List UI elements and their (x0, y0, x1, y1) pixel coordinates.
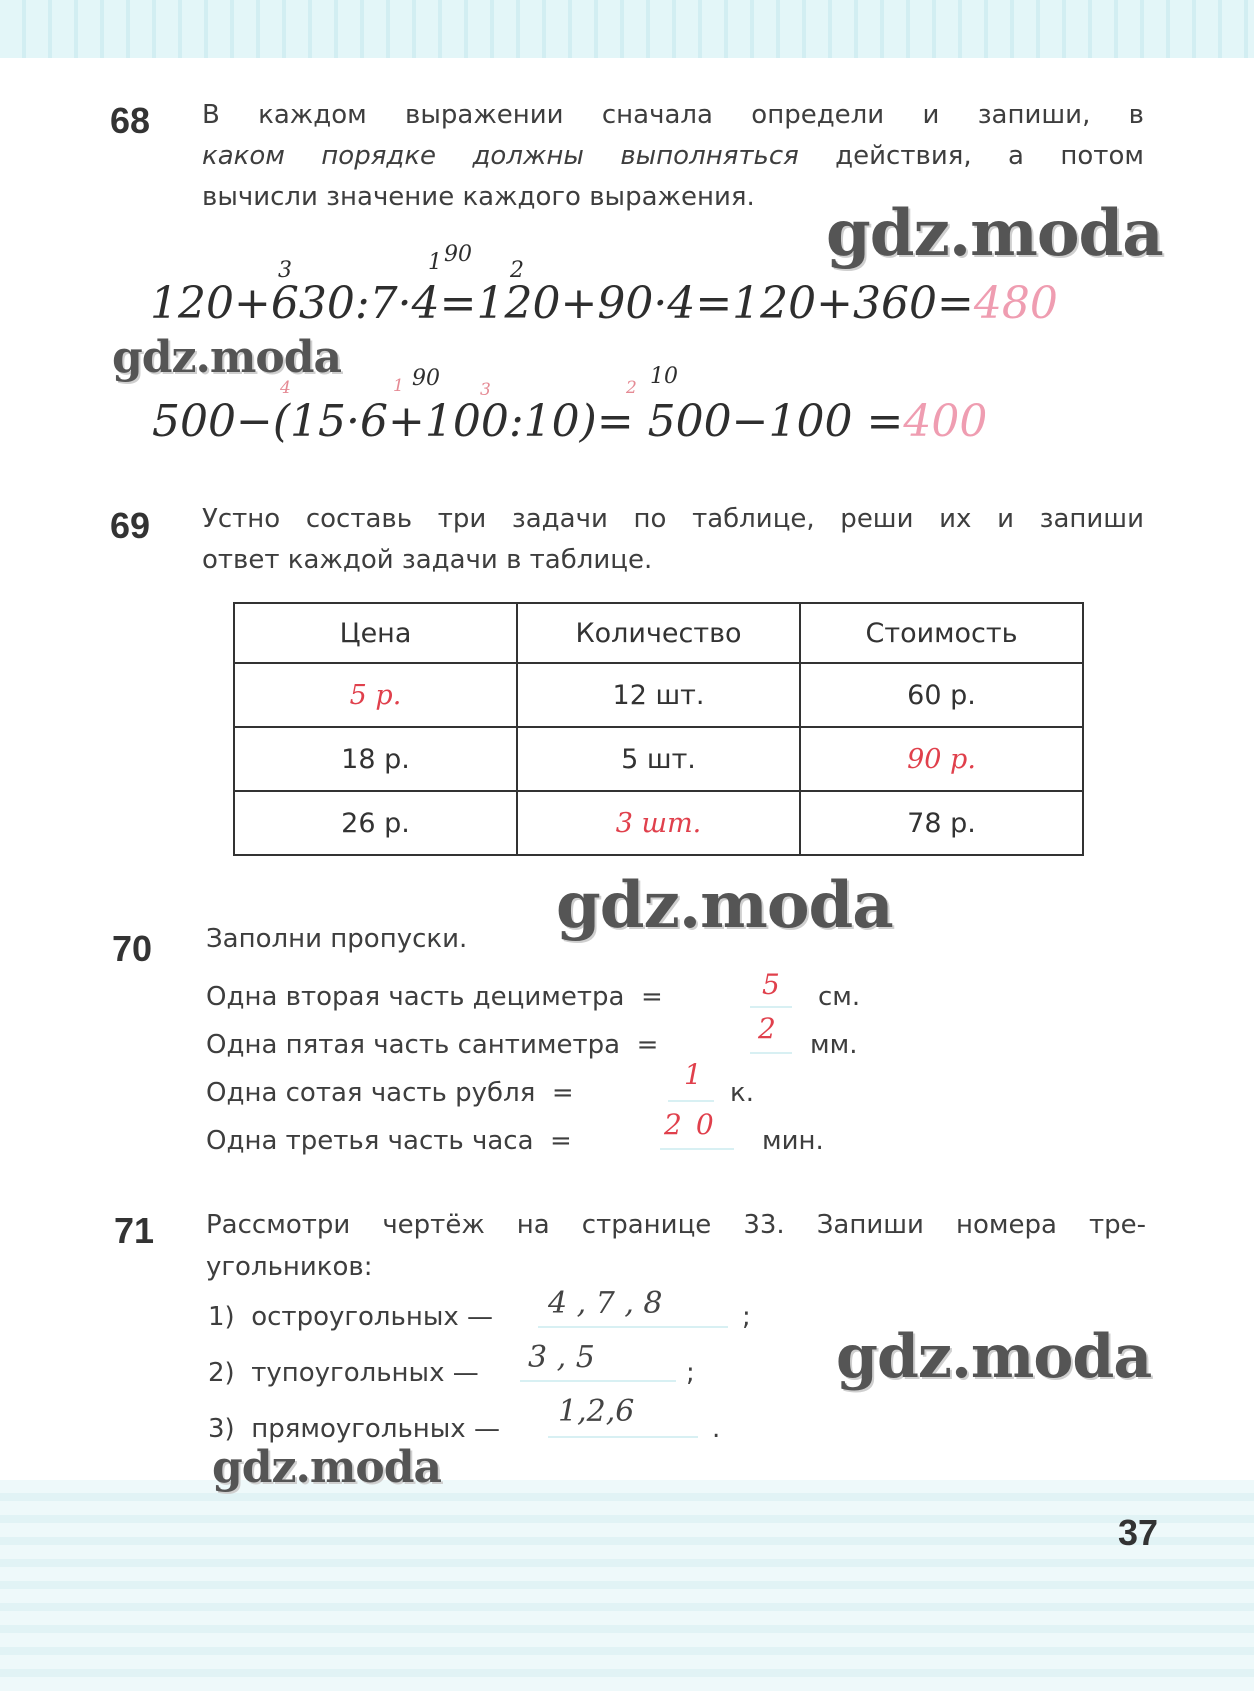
fill-answer: 20 (664, 1108, 728, 1141)
exercise-71-text-line-2: угольников: (206, 1252, 373, 1282)
exercise-68-text-line-3: вычисли значение каждого выражения. (202, 182, 755, 212)
order-mark: 2 (626, 378, 637, 398)
table-cell-handwritten-answer: 5 р. (234, 663, 517, 727)
punctuation: ; (742, 1302, 751, 1332)
top-decorative-band (0, 0, 1254, 58)
expression-1-work: 120+630:7·4=120+90·4=120+360= (150, 278, 974, 329)
watermark: gdz.moda (826, 196, 1163, 271)
table-cell: 26 р. (234, 791, 517, 855)
intermediate-note: 90 (444, 242, 472, 267)
expression-2-answer: 400 (903, 396, 988, 447)
exercise-68-text-line-1: В каждом выражении сначала определи и запиши, в (202, 100, 1144, 130)
order-mark: 3 (278, 258, 292, 283)
order-mark: 1 (393, 376, 404, 396)
italic-phrase: каком порядке должны выполняться (202, 141, 799, 171)
fill-unit: мм. (810, 1030, 858, 1060)
table-row (234, 791, 1083, 855)
triangle-numbers-obtuse: 3 , 5 (528, 1340, 595, 1375)
exercise-70-number: 70 (112, 928, 153, 969)
table-cell: 5 шт. (517, 727, 800, 791)
triangle-numbers-acute: 4 , 7 , 8 (548, 1286, 663, 1321)
intermediate-note: 10 (650, 364, 678, 389)
page-number: 37 (1118, 1512, 1159, 1553)
table-cell: 18 р. (234, 727, 517, 791)
fill-text: Одна вторая часть дециметра = (206, 982, 663, 1012)
exercise-70-title: Заполни пропуски. (206, 924, 468, 954)
fill-unit: см. (818, 982, 861, 1012)
intermediate-note: 90 (412, 366, 440, 391)
fill-unit: к. (730, 1078, 754, 1108)
triangle-type-label: 3) прямоугольных — (208, 1414, 500, 1444)
handwritten-expression-2 (152, 396, 987, 447)
expression-2-work: 500−(15·6+100:10)= 500−100 = (152, 396, 904, 447)
punctuation: ; (686, 1358, 695, 1388)
exercise-68-number: 68 (110, 100, 151, 141)
exercise-71-number: 71 (114, 1210, 155, 1251)
exercise-68-text-line-2 (202, 136, 1144, 177)
table-row (234, 727, 1083, 791)
fill-text: Одна пятая часть сантиметра = (206, 1030, 659, 1060)
table-cell-handwritten-answer: 3 шт. (517, 791, 800, 855)
order-mark: 4 (280, 378, 291, 398)
exercise-71-text-line-1: Рассмотри чертёж на странице 33. Запиши номера тре- (206, 1210, 1146, 1240)
order-mark: 3 (480, 380, 491, 400)
watermark: gdz.moda (836, 1322, 1152, 1392)
header-quantity: Количество (517, 603, 800, 663)
table-cell-handwritten-answer: 90 р. (800, 727, 1083, 791)
expression-1-answer: 480 (973, 278, 1058, 329)
exercise-69-text-line-1: Устно составь три задачи по таблице, реши их и запиши (202, 504, 1144, 534)
fill-unit: мин. (762, 1126, 824, 1156)
watermark: gdz.moda (556, 868, 893, 943)
table-cell: 12 шт. (517, 663, 800, 727)
order-mark: 2 (510, 258, 524, 283)
punctuation: . (712, 1414, 721, 1444)
bottom-decorative-band (0, 1480, 1254, 1691)
fill-answer: 2 (758, 1012, 776, 1045)
table-cell: 60 р. (800, 663, 1083, 727)
exercise-69-text-line-2: ответ каждой задачи в таблице. (202, 545, 653, 575)
fill-answer: 1 (684, 1058, 702, 1091)
fill-text: Одна третья часть часа = (206, 1126, 572, 1156)
text-continuation: действия, а потом (798, 141, 1144, 171)
triangle-type-label: 1) остроугольных — (208, 1302, 494, 1332)
table-row (234, 663, 1083, 727)
watermark: gdz.moda (112, 332, 342, 383)
fill-answer: 5 (762, 968, 780, 1001)
fill-text: Одна сотая часть рубля = (206, 1078, 574, 1108)
order-mark: 1 (428, 250, 442, 275)
header-price: Цена (234, 603, 517, 663)
watermark: gdz.moda (212, 1442, 442, 1493)
triangle-numbers-right: 1,2,6 (558, 1394, 635, 1429)
handwritten-expression-1 (150, 278, 1058, 329)
triangle-type-label: 2) тупоугольных — (208, 1358, 479, 1388)
header-cost: Стоимость (800, 603, 1083, 663)
price-quantity-cost-table (233, 602, 1084, 856)
table-cell: 78 р. (800, 791, 1083, 855)
exercise-69-number: 69 (110, 505, 151, 546)
